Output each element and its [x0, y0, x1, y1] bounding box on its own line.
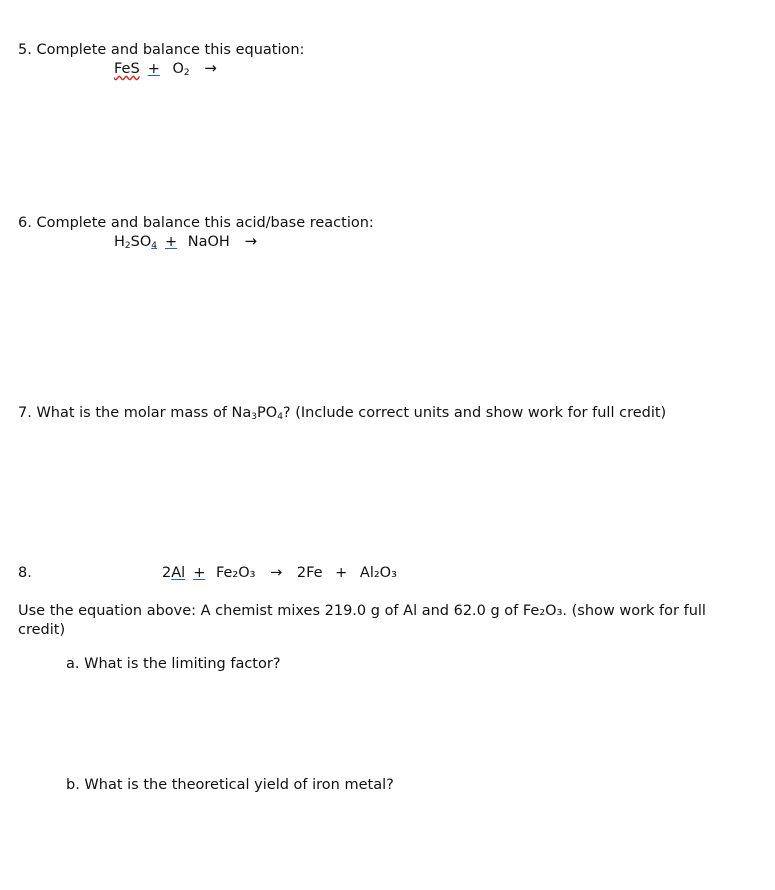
reactant-oxygen: $O_2$: [172, 61, 190, 78]
product-fe: 2Fe: [296, 565, 323, 581]
right-arrow-icon: →: [204, 59, 217, 77]
right-arrow-icon: →: [244, 232, 258, 250]
question-8-part-b: b. What is the theoretical yield of iron metal?: [66, 777, 394, 793]
reactant-naoh: NaOH: [187, 234, 230, 250]
question-8-number: 8.: [18, 565, 32, 581]
question-6-equation: [114, 232, 257, 255]
question-8-equation: 2Al + Fe₂O₃ → 2Fe + Al₂O₃: [162, 565, 397, 581]
reactant-sulfuric-acid: $H_2SO_4$ +: [114, 234, 178, 251]
question-6-prompt: 6. Complete and balance this acid/base reaction:: [18, 215, 374, 231]
plus-sign-underlined: +: [147, 61, 160, 77]
question-8-part-a: a. What is the limiting factor?: [66, 656, 281, 672]
question-7-prompt: 7. What is the molar mass of $Na_3PO_4$? (Include correct units and show work for full credit): [18, 405, 667, 422]
reactant-fe2o3: Fe₂O₃: [215, 565, 256, 581]
yields-arrow-icon: →: [270, 565, 283, 581]
reactant-al: Al: [171, 565, 186, 581]
reactant-fes: FeS: [114, 61, 140, 77]
question-8-instructions: Use the equation above: A chemist mixes 219.0 g of Al and 62.0 g of Fe₂O₃. (show work for full credit): [18, 603, 706, 638]
question-5-prompt: 5. Complete and balance this equation:: [18, 42, 305, 58]
product-al2o3: Al₂O₃: [359, 565, 397, 581]
question-5-equation: [114, 59, 217, 82]
